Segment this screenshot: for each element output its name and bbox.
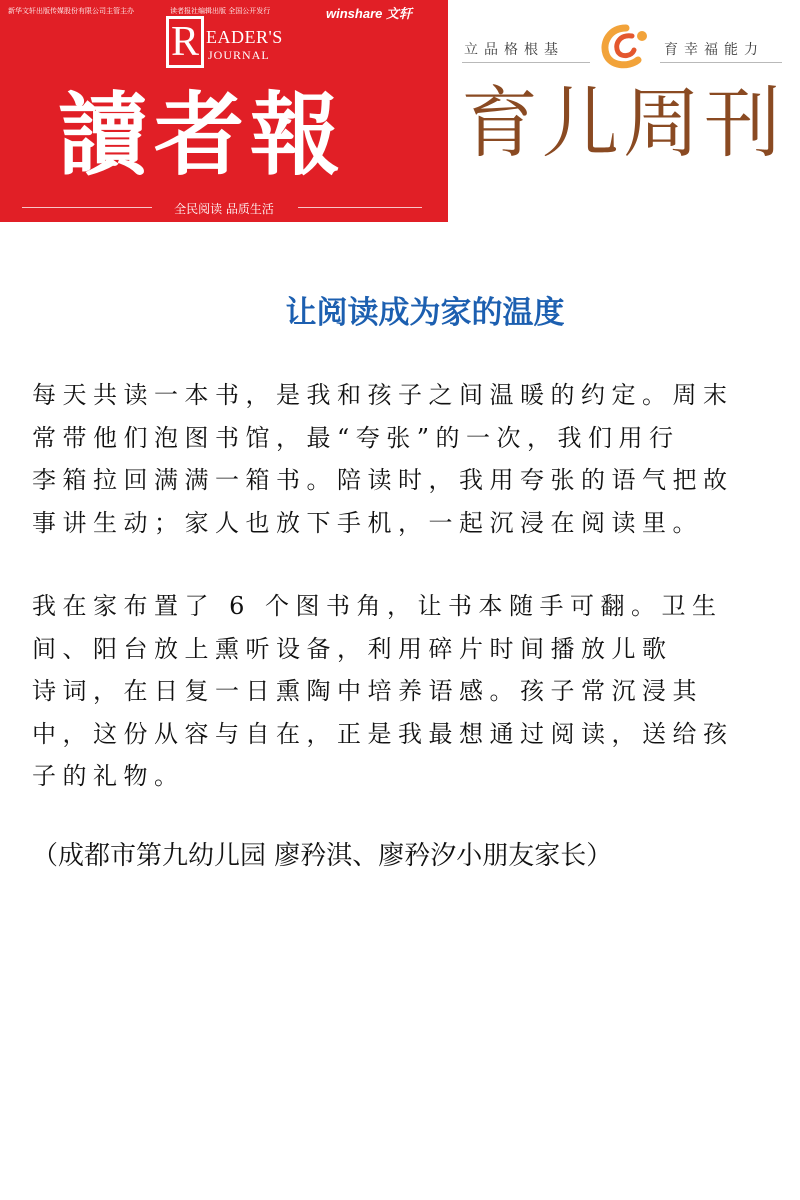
journal-logo-eaders: EADER'S (206, 27, 283, 47)
tagline-right: 育幸福能力 (664, 42, 764, 58)
publisher-small-text: 新华文轩出版传媒股份有限公司主管主办 (8, 7, 134, 15)
paragraph-line: 每天共读一本书，是我和孩子之间温暖的约定。周末 (32, 381, 734, 409)
article-paragraph-1 (32, 374, 734, 544)
newspaper-title: 讀者報 (58, 82, 346, 188)
article-paragraph-2 (32, 585, 734, 798)
masthead-slogan: 全民阅读 品质生活 (174, 202, 274, 216)
paragraph-line: 常带他们泡图书馆，最“夸张”的一次，我们用行 (32, 423, 680, 452)
article-title: 让阅读成为家的温度 (285, 295, 565, 331)
paragraph-line: 诗词，在日复一日熏陶中培养语感。孩子常沉浸其 (32, 677, 703, 705)
editor-small-text: 读者报社编辑出版 全国公开发行 (170, 7, 271, 15)
winshare-logo: winshare 文轩 (326, 6, 412, 21)
sun-swirl-icon (596, 22, 656, 70)
journal-logo-journal: JOURNAL (208, 48, 270, 62)
paragraph-line: 李箱拉回满满一箱书。陪读时，我用夸张的语气把故 (32, 466, 734, 494)
journal-logo-r: R (166, 16, 204, 68)
tagline-left: 立品格根基 (464, 42, 564, 58)
author-signature: （成都市第九幼儿园 廖矜淇、廖矜汐小朋友家长） (32, 841, 613, 871)
tagline-rule-right (660, 62, 782, 63)
parenting-weekly-title: 育儿周刊 (461, 80, 785, 169)
tagline-rule-left (462, 62, 590, 63)
paragraph-line: 间、阳台放上熏听设备，利用碎片时间播放儿歌 (32, 634, 673, 663)
paragraph-line: 子的礼物。 (32, 762, 185, 790)
paragraph-line: 我在家布置了 6 个图书角，让书本随手可翻。卫生 (32, 592, 723, 620)
paragraph-line: 中，这份从容与自在，正是我最想通过阅读，送给孩 (32, 719, 734, 748)
paragraph-line: 事讲生动；家人也放下手机，一起沉浸在阅读里。 (32, 508, 703, 537)
readers-journal-masthead (0, 0, 448, 222)
